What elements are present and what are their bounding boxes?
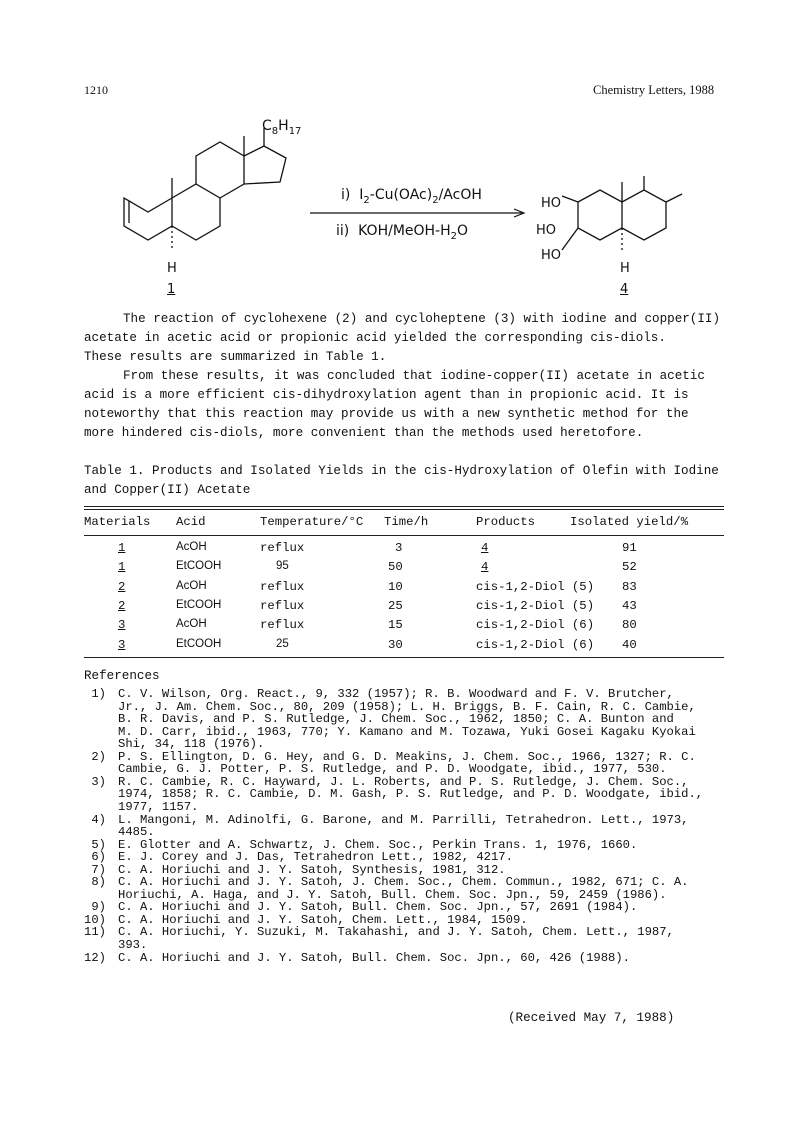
cell-material: 1 [118,541,126,555]
received-date: (Received May 7, 1988) [508,1011,675,1025]
header-temperature: Temperature/°C [260,515,364,529]
para2-line4: more hindered cis-diols, more convenient than the methods used heretofore. [84,426,644,440]
ring-a [124,198,172,240]
reference-item [84,926,744,939]
cell-material: 2 [118,598,126,613]
cell-product: cis-1,2-Diol (6) [476,637,595,652]
reference-line [84,713,744,726]
reference-line [84,763,744,776]
reference-number: 6) [91,850,106,865]
table-top-rule [84,506,724,507]
reference-line [84,801,744,814]
cell-acid: AcOH [176,541,207,553]
reference-text: C. A. Horiuchi and J. Y. Satoh, Chem. Lett., 1984, 1509. [118,912,528,927]
reference-text: Jr., J. Am. Chem. Soc., 80, 209 (1958); L. H. Briggs, B. F. Cain, R. C. Cambie, [118,699,696,714]
reference-text: P. S. Ellington, D. G. Hey, and G. D. Meakins, J. Chem. Soc., 1966, 1327; R. C. [118,749,696,764]
reference-item [84,876,744,889]
cell-acid: AcOH [176,618,207,631]
reference-text: 1977, 1157. [118,799,199,814]
cell-product: cis-1,2-Diol (5) [476,598,595,613]
reference-text: E. Glotter and A. Schwartz, J. Chem. Soc., Perkin Trans. 1, 1976, 1660. [118,837,638,852]
reference-text: C. V. Wilson, Org. React., 9, 332 (1957); R. B. Woodward and F. V. Brutcher, [118,687,674,701]
para2-line2: acid is a more efficient cis-dihydroxylation agent than in propionic acid. It is [84,388,689,402]
reference-line [84,738,744,751]
reference-item [84,952,744,965]
references-heading: References [84,669,160,683]
reference-text: C. A. Horiuchi and J. Y. Satoh, Bull. Chem. Soc. Jpn., 60, 426 (1988). [118,950,630,965]
reference-text: 4485. [118,825,155,840]
cell-product: 4 [481,541,489,555]
reference-text: C. A. Horiuchi and J. Y. Satoh, J. Chem. Soc., Chem. Commun., 1982, 671; C. A. [118,875,689,890]
reference-text: R. C. Cambie, R. C. Hayward, J. L. Roberts, and P. S. Rutledge, J. Chem. Soc., [118,774,689,789]
ring-a-diol [578,190,622,240]
compound-4-h: H [620,261,630,276]
reference-number: 1) [91,687,106,701]
cell-yield: 52 [622,560,637,575]
cell-acid: EtCOOH [176,637,222,650]
ring-b [172,184,220,240]
reference-number: 2) [91,749,106,764]
cell-material: 1 [118,560,126,575]
cell-temp: 25 [276,637,289,650]
page-number: 1210 [84,83,108,97]
reference-text: C. A. Horiuchi and J. Y. Satoh, Synthesis, 1981, 312. [118,862,506,877]
cell-acid: AcOH [176,579,207,592]
cell-time: 30 [388,637,403,652]
cell-product: cis-1,2-Diol (6) [476,618,595,633]
ho-bottom: HO [541,248,562,263]
ho-mid: HO [536,223,557,238]
reaction-arrow [310,209,524,217]
cell-yield: 91 [622,541,637,555]
reference-line [84,939,744,952]
reference-number: 5) [91,837,106,852]
cell-time: 10 [388,579,403,594]
cell-time: 3 [395,541,403,555]
reference-number: 3) [91,774,106,789]
reference-item [84,814,744,827]
reference-item [84,688,744,701]
reference-number: 10) [84,912,106,927]
compound-1-label: 1 [167,282,176,297]
table-header-rule [84,535,724,536]
table-bottom-rule [84,657,724,658]
para1-line2: acetate in acetic acid or propionic acid yielded the corresponding cis-diols. [84,331,666,345]
journal-header: Chemistry Letters, 1988 [593,83,715,97]
cell-yield: 83 [622,579,637,594]
ring-b-diol [622,190,666,240]
cell-temp: reflux [260,541,305,555]
side-methyl-diol [666,194,682,202]
cell-time: 25 [388,598,403,613]
header-time: Time/h [384,515,429,529]
cell-product: cis-1,2-Diol (5) [476,579,595,594]
ho-bond-top [562,196,578,202]
cell-temp: reflux [260,598,305,613]
cell-time: 15 [388,618,403,633]
reference-text: 393. [118,938,148,952]
reference-text: L. Mangoni, M. Adinolfi, G. Barone, and M. Parrilli, Tetrahedron. Lett., 1973, [118,812,689,827]
cell-material: 3 [118,618,126,633]
reference-text: Shi, 34, 118 (1976). [118,737,265,752]
reference-text: B. R. Davis, and P. S. Rutledge, J. Chem. Soc., 1962, 1850; C. A. Bunton and [118,712,674,727]
para1-line1: The reaction of cyclohexene (2) and cycloheptene (3) with iodine and copper(II) [123,312,721,326]
table-caption-line1: Table 1. Products and Isolated Yields in the cis-Hydroxylation of Olefin with Iodine [84,464,719,478]
cell-product: 4 [481,560,489,575]
reference-text: Cambie, G. J. Potter, P. S. Rutledge, and P. D. Woodgate, ibid., 1977, 530. [118,762,667,777]
para2-line1: From these results, it was concluded that iodine-copper(II) acetate in acetic [123,369,705,383]
reference-text: C. A. Horiuchi, Y. Suzuki, M. Takahashi, and J. Y. Satoh, Chem. Lett., 1987, [118,925,674,940]
reference-number: 4) [91,812,106,827]
cell-temp: reflux [260,579,305,594]
table-top-rule-2 [84,509,724,510]
para1-line3: These results are summarized in Table 1. [84,350,387,364]
cell-temp: reflux [260,618,305,633]
compound-1-h: H [167,261,177,276]
substituent-label: $C_8H_{17}$ [262,118,302,137]
cell-yield: 43 [622,598,637,613]
reference-text: Horiuchi, A. Haga, and J. Y. Satoh, Bull. Chem. Soc. Jpn., 59, 2459 (1986). [118,887,667,902]
reference-text: 1974, 1858; R. C. Cambie, D. M. Gash, P. S. Rutledge, and P. D. Woodgate, ibid., [118,787,704,802]
header-yield: Isolated yield/% [570,515,689,529]
ring-c [196,142,244,198]
cell-temp: 95 [276,560,289,573]
reference-text: M. D. Carr, ibid., 1963, 770; Y. Kamano and M. Tozawa, Yuki Gosei Kagaku Kyokai [118,724,696,739]
reference-number: 12) [84,950,106,965]
reference-text: C. A. Horiuchi and J. Y. Satoh, Bull. Chem. Soc. Jpn., 57, 2691 (1984). [118,900,638,915]
cell-yield: 40 [622,637,637,652]
reference-line [84,826,744,839]
reference-item [84,851,744,864]
cell-material: 2 [118,579,126,594]
reaction-step-2: ii) KOH/$MeOH-H_2O$ [336,223,469,242]
para2-line3: noteworthy that this reaction may provide us with a new synthetic method for the [84,407,689,421]
table-caption-line2: and Copper(II) Acetate [84,483,251,497]
cell-acid: EtCOOH [176,560,222,573]
ring-d [244,146,286,184]
reference-number: 9) [91,900,106,915]
reference-number: 8) [91,875,106,890]
reference-number: 7) [91,862,106,877]
reaction-step-1: i) $I_2-Cu(OAc)_2$/AcOH [341,187,482,206]
header-acid: Acid [176,515,206,529]
cell-yield: 80 [622,618,637,633]
ho-top: HO [541,196,562,211]
header-products: Products [476,515,536,529]
compound-4-structure [562,176,682,252]
cell-acid: EtCOOH [176,598,222,611]
reference-number: 11) [84,925,106,940]
ho-bond-bottom [562,228,578,250]
cell-time: 50 [388,560,403,575]
cell-material: 3 [118,637,126,652]
header-materials: Materials [84,515,151,529]
compound-4-label: 4 [620,282,629,297]
reference-text: E. J. Corey and J. Das, Tetrahedron Lett., 1982, 4217. [118,850,513,865]
